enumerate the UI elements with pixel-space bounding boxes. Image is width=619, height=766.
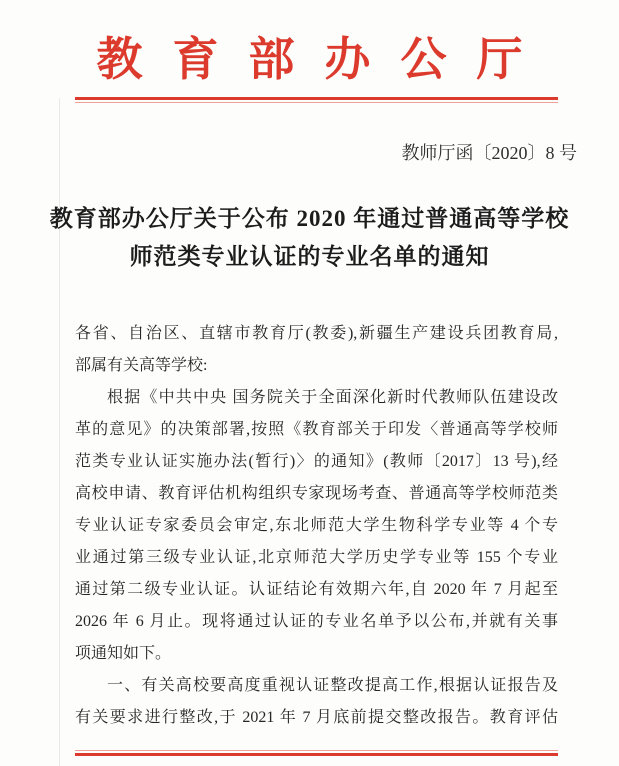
notice-body (75, 318, 558, 734)
body-line: 范类专业认证实施办法(暂行)〉的通知》(教师〔2017〕13 号),经 (75, 453, 558, 470)
body-line: 高校申请、教育评估机构组织专家现场考查、普通高等学校师范类 (75, 485, 558, 502)
document-number: 教师厅函〔2020〕8 号 (401, 143, 577, 163)
body-line: 根据《中共中央 国务院关于全面深化新时代教师队伍建设改 (107, 389, 558, 406)
body-line: 革的意见》的决策部署,按照《教育部关于印发〈普通高等学校师 (75, 421, 558, 438)
body-line: 各省、自治区、直辖市教育厅(教委),新疆生产建设兵团教育局, (75, 325, 558, 342)
body-line: 2026 年 6 月止。现将通过认证的专业名单予以公布,并就有关事 (75, 613, 558, 630)
body-line: 项通知如下。 (75, 645, 172, 662)
notice-title-line2: 师范类专业认证的专业名单的通知 (129, 244, 490, 269)
body-line: 业通过第三级专业认证,北京师范大学历史学专业等 155 个专业 (75, 549, 558, 566)
scan-artifact-line (59, 98, 60, 766)
footer-red-rule (75, 750, 558, 756)
notice-title-line1: 教育部办公厅关于公布 2020 年通过普通高等学校 (49, 206, 570, 231)
letterhead-red-rule (75, 97, 558, 103)
body-line: 专业认证专家委员会审定,东北师范大学生物科学专业等 4 个专 (75, 517, 558, 534)
body-line: 部属有关高等学校: (75, 357, 208, 374)
letterhead-org-name (0, 35, 619, 85)
body-line: 有关要求进行整改,于 2021 年 7 月底前提交整改报告。教育评估 (75, 709, 558, 726)
body-line: 通过第二级专业认证。认证结论有效期六年,自 2020 年 7 月起至 (75, 581, 558, 598)
letterhead-text: 教育部办公厅 (96, 34, 553, 85)
body-line: 一、有关高校要高度重视认证整改提高工作,根据认证报告及 (107, 677, 558, 694)
notice-title (0, 200, 619, 276)
